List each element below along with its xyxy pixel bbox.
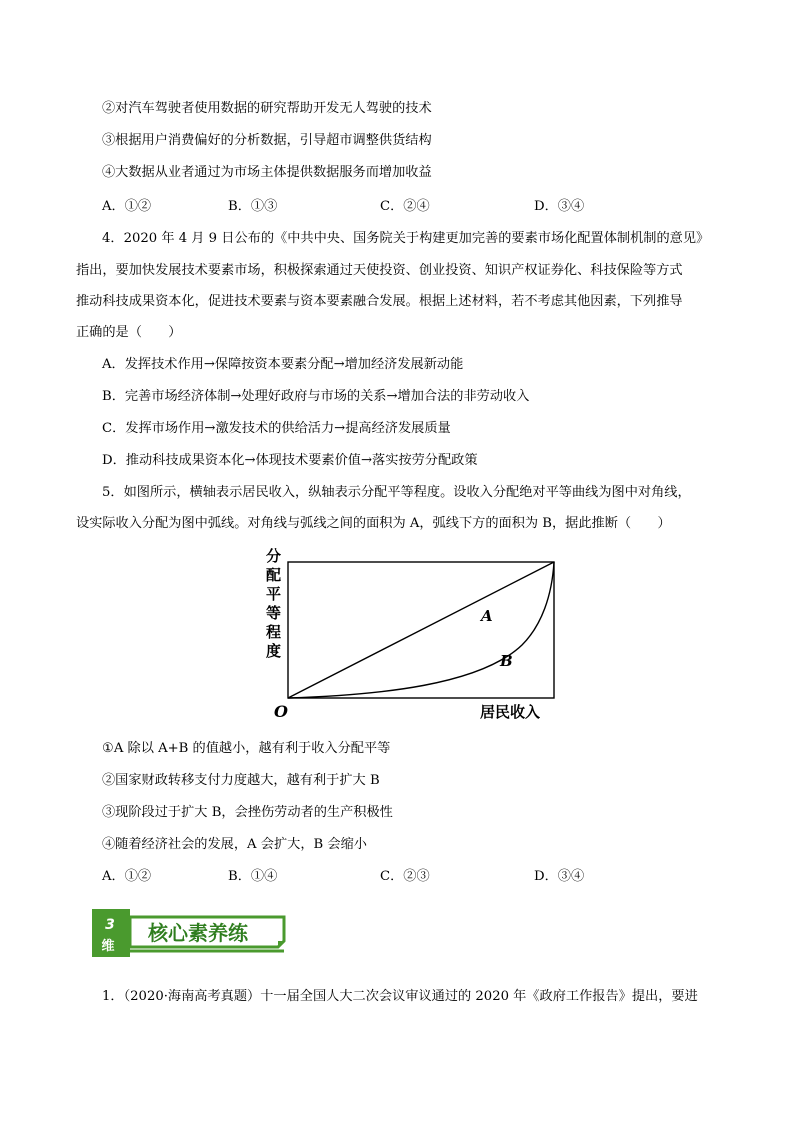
q5-stem-line-2: 设实际收入分配为图中弧线。对角线与弧线之间的面积为 A，弧线下方的面积为 B，据此推断（ ） [76,516,671,531]
q3-option-c[interactable]: C．②④ [380,199,430,214]
section-q1-line: 1．（2020·海南高考真题）十一届全国人大二次会议审议通过的 2020 年《政府工作报告》提出，要进 [102,989,698,1004]
income-distribution-diagram [260,545,570,725]
x-axis-label: 居民收入 [480,703,541,721]
q5-option-c[interactable]: C．②③ [380,869,430,884]
q5-item-3: ③现阶段过于扩大 B，会挫伤劳动者的生产积极性 [102,805,393,820]
q4-choice-d[interactable]: D．推动科技成果资本化→体现技术要素价值→落实按劳分配政策 [102,453,478,468]
q3-option-a[interactable]: A．①② [102,199,152,214]
q5-options [102,868,702,886]
q3-item-3: ③根据用户消费偏好的分析数据，引导超市调整供货结构 [102,133,432,148]
area-b-label: B [500,652,513,670]
q5-option-b[interactable]: B．①④ [228,869,278,884]
q4-stem-line-2: 指出，要加快发展技术要素市场，积极探索通过天使投资、创业投资、知识产权证券化、科技保险等方式 [76,263,683,278]
q3-item-2: ②对汽车驾驶者使用数据的研究帮助开发无人驾驶的技术 [102,101,432,116]
area-a-label: A [481,607,493,625]
q4-choice-c[interactable]: C．发挥市场作用→激发技术的供给活力→提高经济发展质量 [102,421,451,436]
q4-choice-a[interactable]: A．发挥技术作用→保障按资本要素分配→增加经济发展新动能 [102,357,464,372]
q3-option-b[interactable]: B．①③ [228,199,278,214]
q4-stem-line-4: 正确的是（ ） [76,325,182,340]
q5-stem-line-1: 5．如图所示，横轴表示居民收入，纵轴表示分配平等程度。设收入分配绝对平等曲线为图中对角线， [102,485,691,500]
q5-option-a[interactable]: A．①② [102,869,152,884]
q3-option-d[interactable]: D．③④ [534,199,585,214]
q5-item-2: ②国家财政转移支付力度越大，越有利于扩大 B [102,773,380,788]
q5-item-4: ④随着经济社会的发展，A 会扩大，B 会缩小 [102,837,367,852]
q4-stem-line-1: 4．2020 年 4 月 9 日公布的《中共中央、国务院关于构建更加完善的要素市场化配置体制机制的意见》 [102,231,710,246]
q3-item-4: ④大数据从业者通过为市场主体提供数据服务而增加收益 [102,165,432,180]
section-title: 核心素养练 [148,921,248,945]
section-number: 3 [105,917,115,933]
section-unit: 维 [101,939,115,954]
y-axis-label [266,547,281,660]
q4-choice-b[interactable]: B．完善市场经济体制→处理好政府与市场的关系→增加合法的非劳动收入 [102,389,530,404]
q3-options [102,198,702,216]
q5-item-1: ①A 除以 A+B 的值越小，越有利于收入分配平等 [102,741,391,756]
y-axis-label-text: 分配平等程度 [266,547,282,660]
section-header-badge [90,907,286,959]
income-distribution-figure [260,545,570,725]
equality-diagonal-line [288,562,554,698]
origin-label: O [274,702,288,721]
q5-option-d[interactable]: D．③④ [534,869,585,884]
q4-stem-line-3: 推动科技成果资本化，促进技术要素与资本要素融合发展。根据上述材料，若不考虑其他因素，下列推导 [76,294,683,309]
